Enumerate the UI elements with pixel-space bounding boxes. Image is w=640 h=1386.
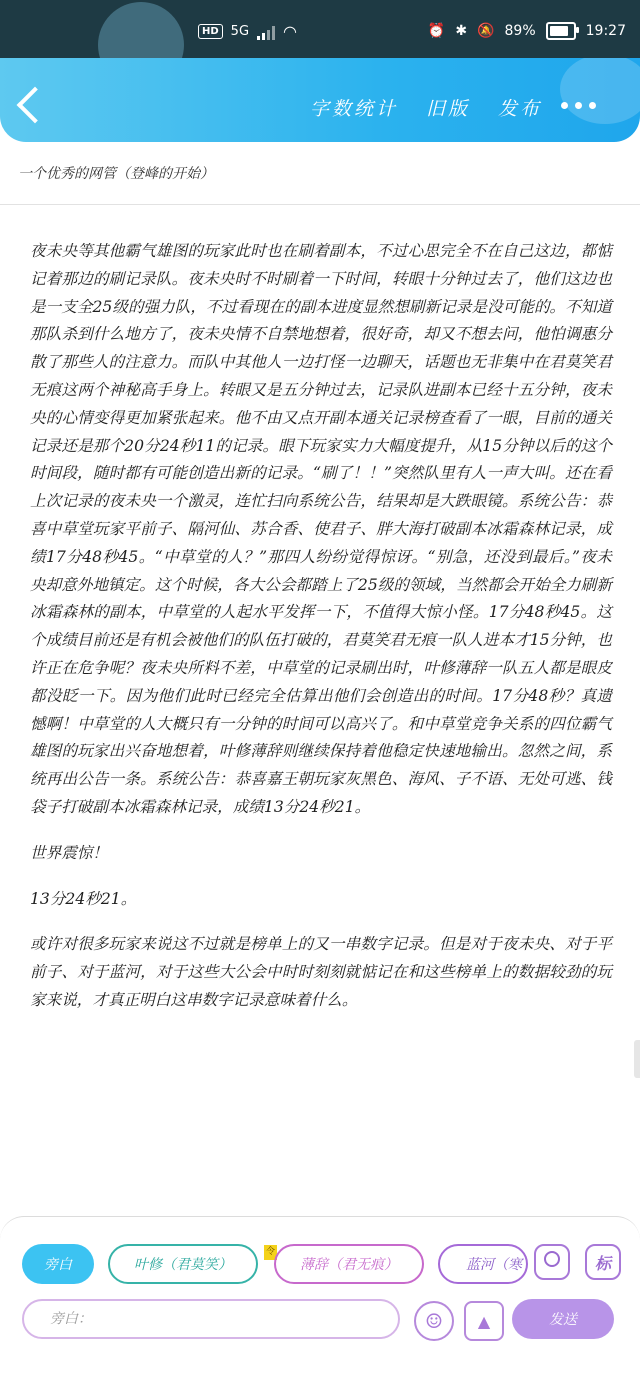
- avatar-icon[interactable]: [534, 1244, 570, 1280]
- send-button[interactable]: 发送: [512, 1299, 614, 1339]
- wifi-icon: ◠: [283, 22, 297, 41]
- chapter-content[interactable]: [30, 238, 612, 1033]
- paragraph: 世界震惊！: [30, 843, 108, 862]
- battery-icon: [546, 22, 576, 40]
- hd-badge: HD: [198, 24, 223, 39]
- header-decoration: [560, 58, 640, 124]
- app-header: [0, 58, 640, 142]
- paragraph: 夜未央等其他霸气雄图的玩家此时也在刷着副本，不过心思完全不在自己这边，都惦记着那边的刷记录队。夜未央时不时刷着一下时间，转眼十分钟过去了，他们这边也是一支全25级的强力队，不过看现在的副本进度显然想刷新记录是没可能的。不知道那队杀到什么地方了，夜未央情不自禁地想着，很好奇，却又不想去问，他怕调惠分散了那些人的注意力。而队中其他人一边打怪一边聊天，话题也无非集中在君莫笑君无痕这两个神秘高手身上。转眼又是五分钟过去，记录队进副本已经十五分钟，夜未央的心情变得更加紧张起来。他不由又点开副本通关记录榜查看了一眼，目前的通关记录还是那个20分24秒11的记录。眼下玩家实力大幅度提升，从15分钟以后的这个时间段，随时都有可能创造出新的记录。“刷了！！”突然队里有人一声大叫。还在看上次记录的夜未央一个激灵，连忙扫向系统公告，结果却是大跌眼镜。系统公告：恭喜中草堂玩家平前子、隔河仙、苏合香、使君子、胖大海打破副本冰霜森林记录，成绩17分48秒45。“中草堂的人？”那四人纷纷觉得惊讶。“别急，还没到最后。”夜未央却意外地镇定。这个时候，各大公会都踏上了25级的领域，当然都会开始全力刷新冰霜森林的副本，中草堂的人起水平发挥一下，不值得大惊小怪。17分48秒45。这个成绩目前还是有机会被他们的队伍打破的，君莫笑君无痕一队人进本才15分钟，也许正在危争呢？夜未央所料不差，中草堂的记录刷出时，叶修薄辞一队五人都是眼皮都没眨一下。因为他们此时已经完全估算出他们会创造出的时间。17分48秒？真遗憾啊！中草堂的人大概只有一分钟的时间可以高兴了。和中草堂竞争关系的四位霸气雄图的玩家出兴奋地想着，叶修薄辞则继续保持着他稳定快速地输出。忽然之间，系统再出公告一条。系统公告：恭喜嘉王朝玩家灰黑色、海风、子不语、无处可逃、钱袋子打破副本冰霜森林记录，成绩13分24秒21。: [30, 242, 612, 816]
- battery-percent: 89%: [504, 23, 536, 39]
- more-options-icon[interactable]: [561, 102, 596, 109]
- status-right: [428, 22, 626, 40]
- image-icon[interactable]: ▲: [464, 1301, 504, 1341]
- back-arrow-icon[interactable]: [17, 87, 54, 124]
- bottom-safe-area: [0, 1346, 640, 1386]
- alarm-icon: ⏰: [427, 23, 446, 39]
- emoji-icon[interactable]: ☺: [414, 1301, 454, 1341]
- mute-bell-icon: 🔕: [477, 23, 495, 39]
- publish-button[interactable]: 发布: [497, 98, 542, 120]
- signal-icon: [257, 24, 275, 40]
- status-left: [198, 22, 297, 41]
- mark-icon[interactable]: 标: [585, 1244, 621, 1280]
- role-chip-lan-he[interactable]: 蓝河（寒: [438, 1244, 528, 1284]
- divider: [0, 204, 640, 205]
- header-nav: [310, 94, 542, 121]
- role-chip-narration[interactable]: 旁白: [22, 1244, 94, 1284]
- composer-panel: [0, 1216, 640, 1347]
- old-version-button[interactable]: 旧版: [425, 98, 470, 120]
- status-bar: [0, 0, 640, 62]
- paragraph: 或许对很多玩家来说这不过就是榜单上的又一串数字记录。但是对于夜未央、对于平前子、对于蓝河，对于这些大公会中时时刻刻就惦记在和这些榜单上的数据较劲的玩家来说，才真正明白这串数字记录意味着什么。: [30, 935, 612, 1009]
- role-chip-bo-ci[interactable]: 薄辞（君无痕）: [274, 1244, 424, 1284]
- word-count-button[interactable]: 字数统计: [309, 98, 398, 120]
- scroll-indicator[interactable]: [634, 1040, 640, 1078]
- message-input[interactable]: 旁白：: [22, 1299, 400, 1339]
- chapter-subtitle: 一个优秀的网管（登峰的开始）: [18, 166, 214, 182]
- clock: 19:27: [585, 23, 626, 39]
- role-chip-ye-xiu[interactable]: 叶修（君莫笑）: [108, 1244, 258, 1284]
- paragraph: 13分24秒21。: [30, 889, 137, 908]
- bluetooth-icon: ✱: [455, 23, 468, 39]
- pin-badge: 令: [264, 1245, 277, 1260]
- network-type: 5G: [230, 24, 250, 39]
